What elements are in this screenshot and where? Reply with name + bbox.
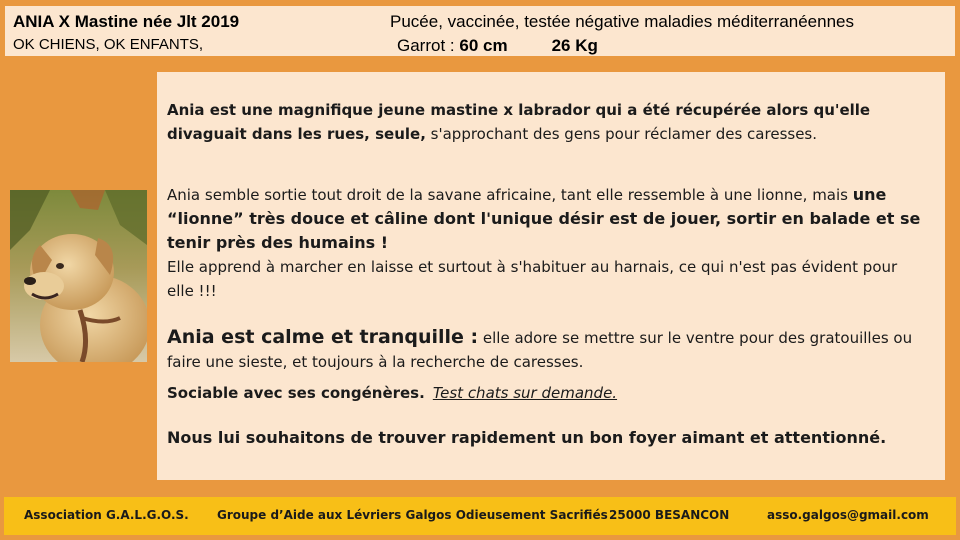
temperament-rest: elle adore se mettre sur le ventre pour des gratouilles ou faire une sieste, et toujours à la recherche de caresses. bbox=[167, 329, 913, 371]
compatibility-text: OK CHIENS, OK ENFANTS, bbox=[13, 36, 204, 53]
size-weight bbox=[397, 36, 598, 56]
association-full-name: Groupe d’Aide aux Lévriers Galgos Odieusement Sacrifiés bbox=[217, 508, 608, 522]
weight-value: 26 Kg bbox=[551, 36, 598, 55]
header-banner bbox=[5, 6, 955, 56]
dog-title: ANIA X Mastine née Jlt 2019 bbox=[13, 12, 240, 31]
association-name: Association G.A.L.G.O.S. bbox=[24, 508, 189, 522]
temperament-paragraph bbox=[167, 325, 927, 374]
sociability-bold: Sociable avec ses congénères. bbox=[167, 384, 425, 402]
closing-wish: Nous lui souhaitons de trouver rapidement un bon foyer aimant et attentionné. bbox=[167, 428, 887, 447]
dog-photo-image bbox=[10, 190, 147, 362]
dog-photo bbox=[10, 190, 147, 362]
description-panel bbox=[157, 72, 945, 480]
association-email[interactable]: asso.galgos@gmail.com bbox=[767, 508, 929, 522]
garrot-value: 60 cm bbox=[459, 36, 508, 55]
intro-paragraph bbox=[167, 98, 927, 146]
cat-test-text: Test chats sur demande. bbox=[432, 384, 618, 402]
temperament-bold: Ania est calme et tranquille : bbox=[167, 326, 479, 348]
sociability-line bbox=[167, 381, 927, 405]
lioness-paragraph bbox=[167, 183, 927, 303]
association-city: 25000 BESANCON bbox=[609, 508, 730, 522]
intro-rest: s'approchant des gens pour réclamer des caresses. bbox=[425, 125, 818, 143]
garrot-label: Garrot : bbox=[397, 36, 460, 55]
leash-text: Elle apprend à marcher en laisse et surtout à s'habituer au harnais, ce qui n'est pas évident pour elle !!! bbox=[167, 258, 898, 300]
footer-bar bbox=[4, 497, 956, 535]
lioness-bold: une “lionne” très douce et câline dont l'unique désir est de jouer, sortir en balade et se tenir près des humains ! bbox=[167, 185, 921, 252]
health-status: Pucée, vaccinée, testée négative maladies méditerranéennes bbox=[390, 12, 855, 31]
lioness-intro: Ania semble sortie tout droit de la savane africaine, tant elle ressemble à une lionne, mais bbox=[167, 186, 853, 204]
intro-bold: Ania est une magnifique jeune mastine x labrador qui a été récupérée alors qu'elle divaguait dans les rues, seule, bbox=[167, 101, 871, 143]
